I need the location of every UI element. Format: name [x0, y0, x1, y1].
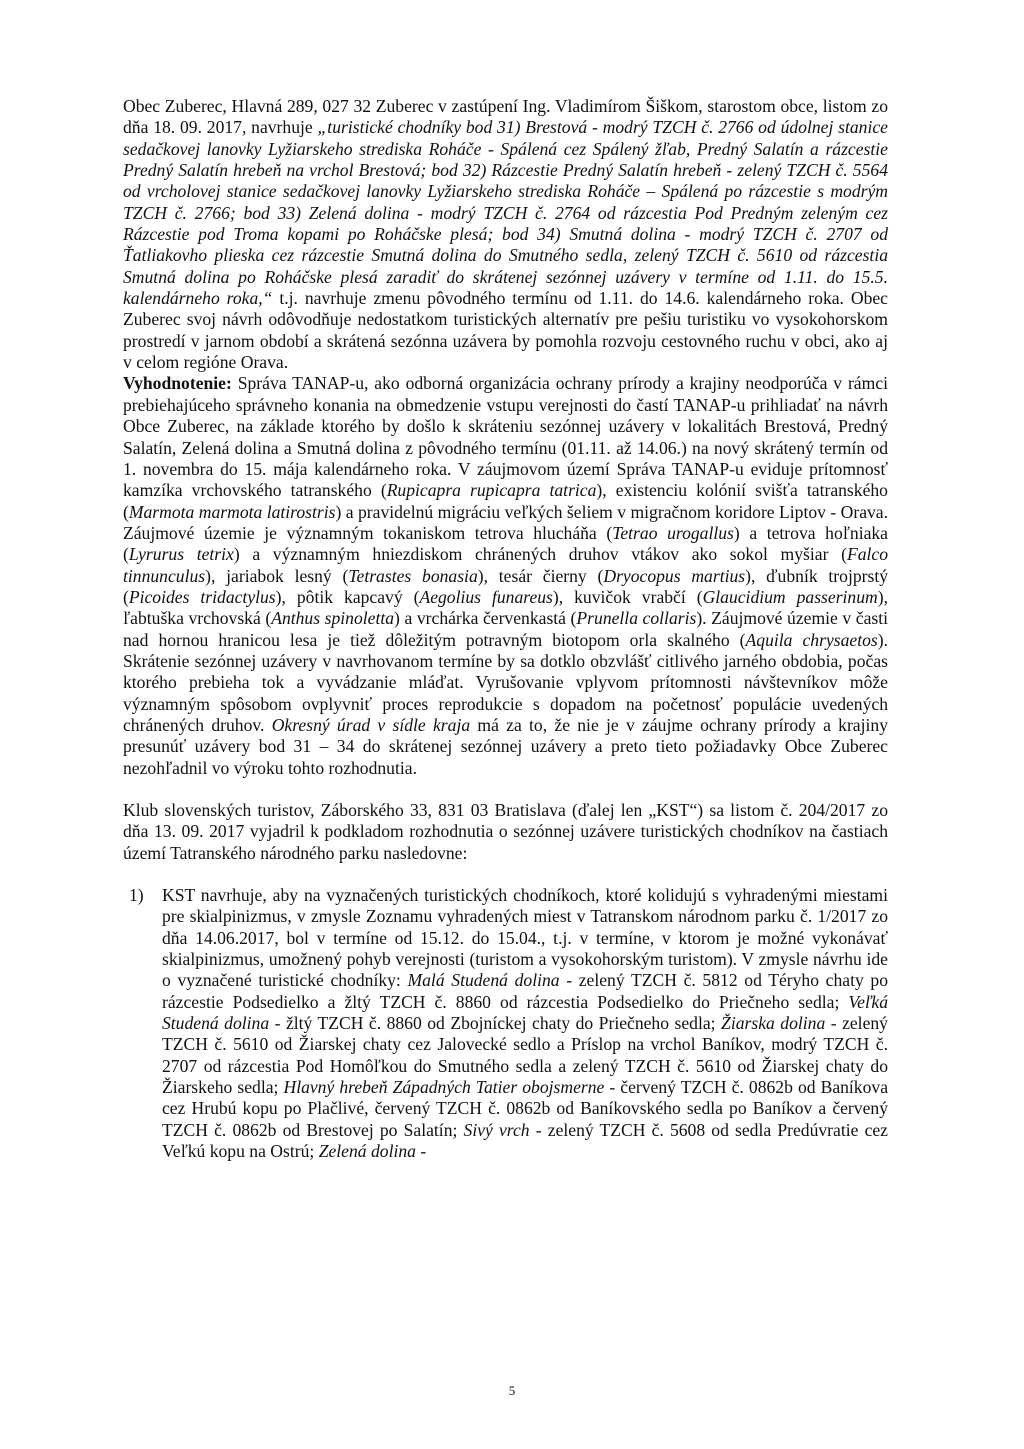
evaluation-label: Vyhodnotenie:: [123, 373, 232, 394]
list-item: 1) KST navrhuje, aby na vyznačených turistických chodníkoch, ktoré kolidujú s vyhradenými miestami pre skialpinizmus, v zmysle Zoznamu vyhradených miest v Tatranskom národnom parku č. 1/2017 zo dňa 14.06.2017, bol v termíne od 15.12. do 15.04., t.j. v termíne, v ktorom je možné vykonávať skialpinizmus, umožnený pohyb verejnosti (turistom a vysokohorským turistom). V zmysle návrhu ide o vyznačené turistické chodníky: Malá Studená dolina - zelený TZCH č. 5812 od Téryho chaty po rázcestie Podsedielko a žltý TZCH č. 8860 od rázcestia Podsedielko do Priečneho sedla; Veľká Studená dolina - žltý TZCH č. 8860 od Zbojníckej chaty do Priečneho sedla; Žiarska dolina - zelený TZCH č. 5610 od Žiarskej chaty cez Jalovecké sedlo a Príslop na vrchol Baníkov, modrý TZCH č. 2707 od rázcestia Pod Homôľkou do Smutného sedla a zelený TZCH č. 5610 od Žiarskej chaty do Žiarskeho sedla; Hlavný hrebeň Západných Tatier obojsmerne - červený TZCH č. 0862b od Baníkova cez Hrubú kopu po Plačlivé, červený TZCH č. 0862b od Baníkovského sedla po Baníkov a červený TZCH č. 0862b od Brestovej po Salatín; Sivý vrch - zelený TZCH č. 5608 od sedla Predúvratie cez Veľkú kopu na Ostrú; Zelená dolina -: [129, 885, 889, 1162]
paragraph-gap: [123, 864, 888, 885]
paragraph-kst-statement: Klub slovenských turistov, Záborského 33, 831 03 Bratislava (ďalej len „KST“) sa listom č. 204/2017 zo dňa 13. 09. 2017 vyjadril k podkladom rozhodnutia o sezónnej uzávere turistických chodníkov na častiach území Tatranského národného parku nasledovne:: [123, 800, 888, 863]
paragraph-evaluation: Vyhodnotenie: Správa TANAP-u, ako odborná organizácia ochrany prírody a krajiny neodporúča v rámci prebiehajúceho správneho konania na obmedzenie vstupu verejnosti do častí TANAP-u prihliadať na návrh Obce Zuberec, na základe ktorého by došlo k skráteniu sezónnej uzávery v lokalitách Brestová, Predný Salatín, Zelená dolina a Smutná dolina z pôvodného termínu (01.11. až 14.06.) na nový skrátený termín od 1. novembra do 15. mája kalendárneho roka. V záujmovom území Správa TANAP-u eviduje prítomnosť kamzíka vrchovského tatranského (Rupicapra rupicapra tatrica), existenciu kolónií svišťa tatranského (Marmota marmota latirostris) a pravidelnú migráciu veľkých šeliem v migračnom koridore Liptov - Orava. Záujmové územie je významným tokaniskom tetrova hlucháňa (Tetrao urogallus) a tetrova hoľniaka (Lyrurus tetrix) a významným hniezdiskom chránených druhov vtákov ako sokol myšiar (Falco tinnunculus), jariabok lesný (Tetrastes bonasia), tesár čierny (Dryocopus martius), ďubník trojprstý (Picoides tridactylus), pôtik kapcavý (Aegolius funareus), kuvičok vrabčí (Glaucidium passerinum), ľabtuška vrchovská (Anthus spinoletta) a vrchárka červenkastá (Prunella collaris). Záujmové územie v časti nad hornou hranicou lesa je tiež dôležitým potravným biotopom orla skalného (Aquila chrysaetos). Skrátenie sezónnej uzávery v navrhovanom termíne by sa dotklo obzvlášť citlivého jarného obdobia, počas ktorého prebieha tok a vyvádzanie mláďat. Vyrušovanie vplyvom prítomnosti návštevníkov môže významným spôsobom ovplyvniť proces reprodukcie s dopadom na početnosť populácie uvedených chránených druhov. Okresný úrad v sídle kraja má za to, že nie je v záujme ochrany prírody a krajiny presunúť uzávery bod 31 – 34 do skrátenej sezónnej uzávery a preto tieto požiadavky Obce Zuberec nezohľadnil vo výroku tohto rozhodnutia.: [123, 373, 889, 778]
paragraph-zuberec-proposal: Obec Zuberec, Hlavná 289, 027 32 Zuberec v zastúpení Ing. Vladimírom Šiškom, starostom obce, listom zo dňa 18. 09. 2017, navrhuje „turistické chodníky bod 31) Brestová - modrý TZCH č. 2766 od údolnej stanice sedačkovej lanovky Lyžiarskeho strediska Roháče - Spálená cez Spálený žľab, Predný Salatín a rázcestie Predný Salatín hrebeň na vrchol Brestová; bod 32) Rázcestie Predný Salatín hrebeň - zelený TZCH č. 5564 od vrcholovej stanice sedačkovej lanovky Lyžiarskeho strediska Roháče – Spálená po rázcestie s modrým TZCH č. 2766; bod 33) Zelená dolina - modrý TZCH č. 2764 od rázcestia Pod Predným zeleným cez Rázcestie pod Troma kopami po Roháčske plesá; bod 34) Smutná dolina - modrý TZCH č. 2707 od Ťatliakovho plieska cez rázcestie Smutná dolina do Smutného sedla, zelený TZCH č. 5610 od rázcestia Smutná dolina po Roháčske plesá zaradiť do skrátenej sezónnej uzávery v termíne od 1.11. do 15.5. kalendárneho roka,“ t.j. navrhuje zmenu pôvodného termínu od 1.11. do 14.6. kalendárneho roka. Obec Zuberec svoj návrh odôvodňuje nedostatkom turistických alternatív pre pešiu turistiku vo vysokohorskom prostredí v jarnom období a skrátená sezónna uzávera by pomohla rozvoju cestovného ruchu v obci, ako aj v celom regióne Orava.: [123, 96, 888, 373]
body-text: [123, 96, 888, 1163]
list-item-number: 1): [129, 885, 144, 906]
page-number: 5: [508, 1383, 516, 1398]
paragraph-gap: [123, 779, 888, 800]
kst-proposal-list: [123, 885, 888, 1162]
